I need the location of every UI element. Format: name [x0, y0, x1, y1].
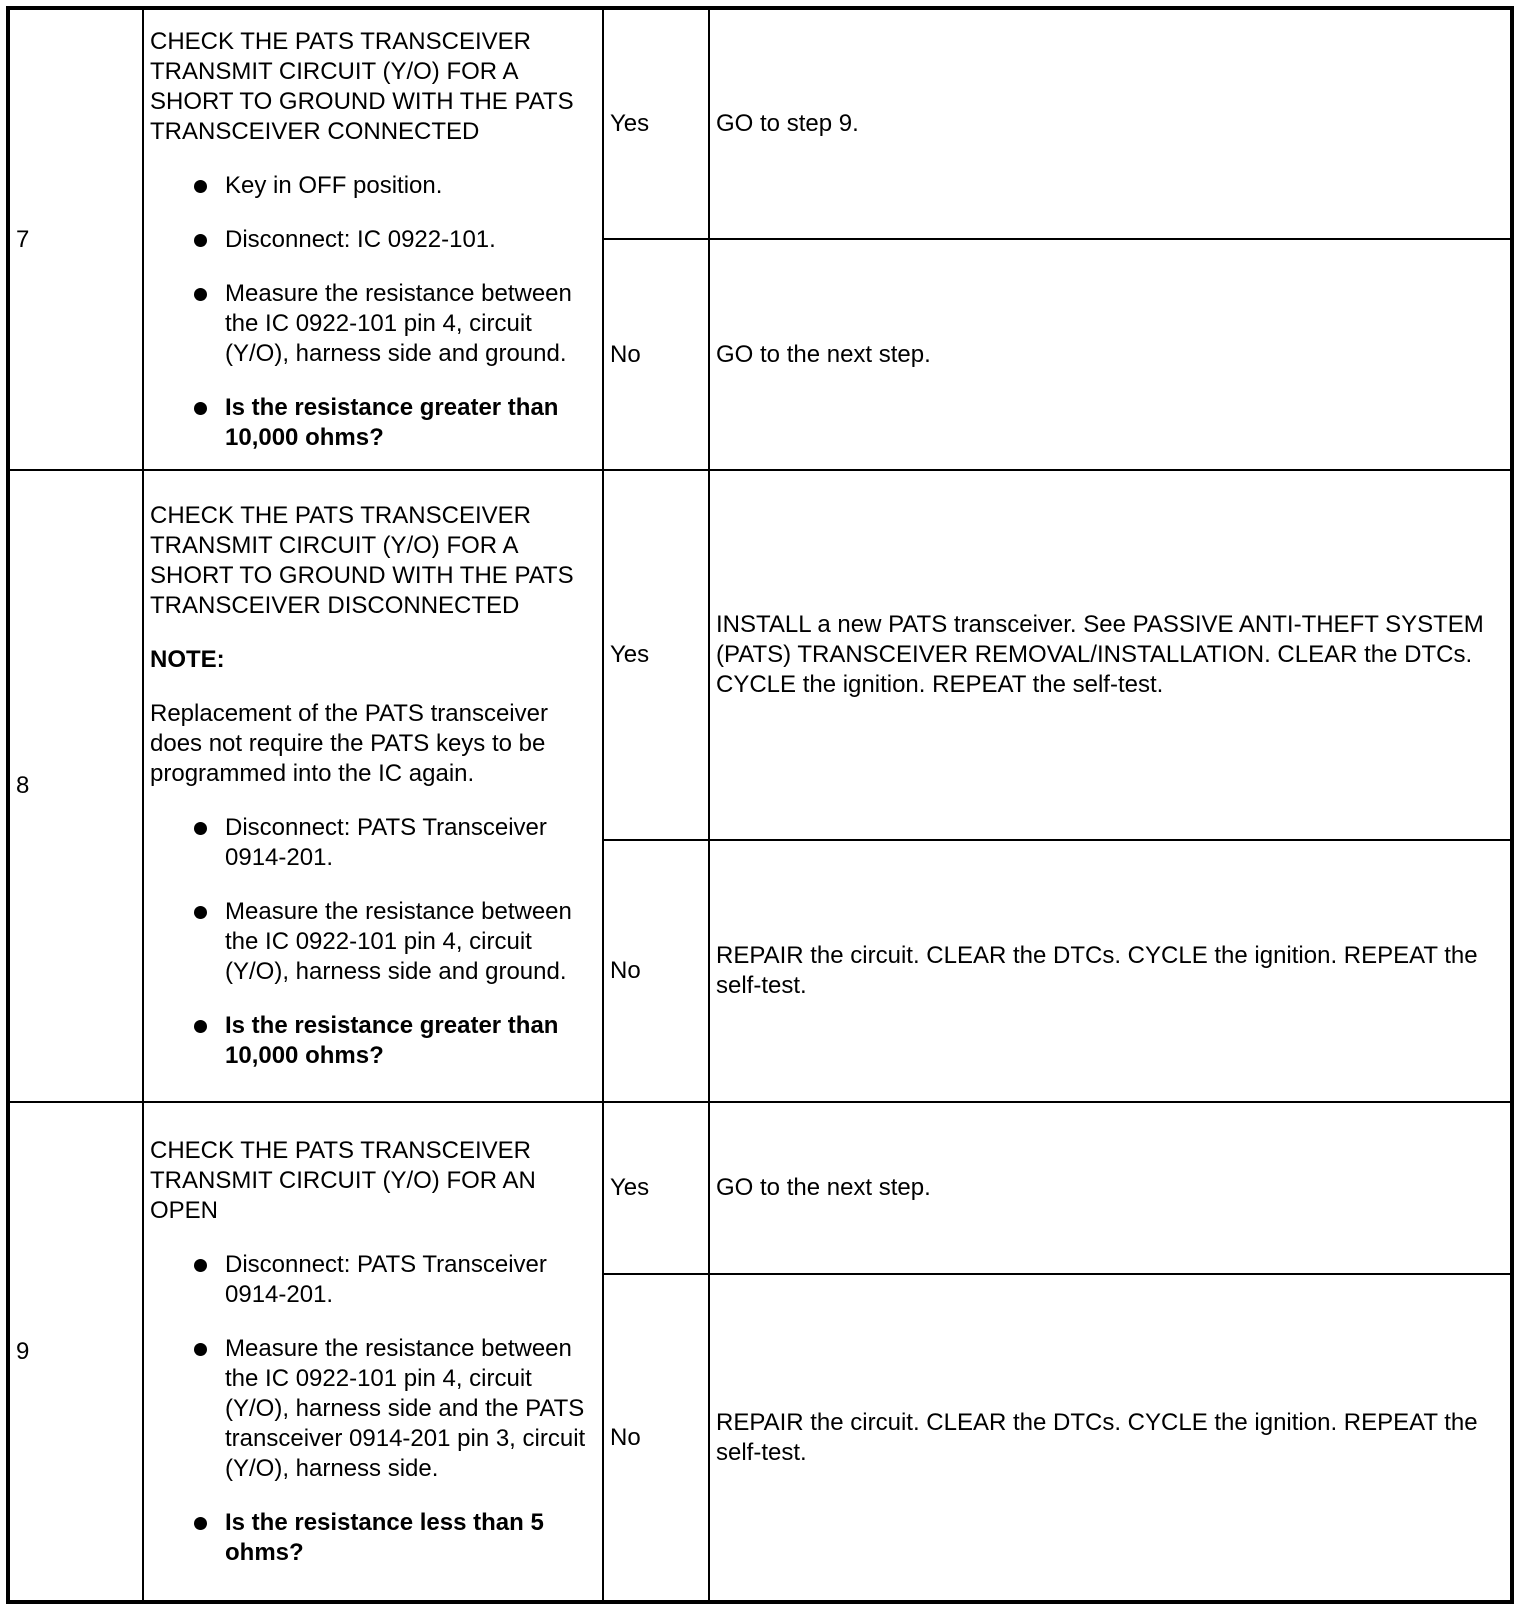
result-yes: INSTALL a new PATS transceiver. See PASSIVE ANTI-THEFT SYSTEM (PATS) TRANSCEIVER REMOVAL/INSTALLATION. CLEAR the DTCs. CYCLE the ignition. REPEAT the self-test.	[709, 470, 1512, 840]
list-item: Key in OFF position.	[150, 171, 596, 201]
result-yes: GO to the next step.	[709, 1102, 1512, 1274]
step-action	[143, 1102, 603, 1602]
step-bullet-list	[150, 813, 596, 1071]
step-7-yes-row	[8, 8, 1512, 239]
answer-yes: Yes	[603, 1102, 709, 1274]
answer-yes: Yes	[603, 470, 709, 840]
bullet-icon	[194, 234, 207, 247]
answer-yes: Yes	[603, 8, 709, 239]
answer-no: No	[603, 840, 709, 1102]
list-item: Measure the resistance between the IC 0922-101 pin 4, circuit (Y/O), harness side and the PATS transceiver 0914-201 pin 3, circuit (Y/O), harness side.	[150, 1334, 596, 1484]
step-number: 7	[8, 8, 143, 470]
step-question: Is the resistance greater than 10,000 ohms?	[150, 393, 596, 453]
bullet-icon	[194, 906, 207, 919]
list-item: Disconnect: PATS Transceiver 0914-201.	[150, 813, 596, 873]
step-heading: CHECK THE PATS TRANSCEIVER TRANSMIT CIRCUIT (Y/O) FOR AN OPEN	[150, 1136, 536, 1224]
step-heading: CHECK THE PATS TRANSCEIVER TRANSMIT CIRCUIT (Y/O) FOR A SHORT TO GROUND WITH THE PATS TRANSCEIVER CONNECTED	[150, 27, 574, 145]
step-question: Is the resistance less than 5 ohms?	[150, 1508, 596, 1568]
step-question: Is the resistance greater than 10,000 ohms?	[150, 1011, 596, 1071]
list-item: Disconnect: IC 0922-101.	[150, 225, 596, 255]
note-text: Replacement of the PATS transceiver does not require the PATS keys to be programmed into the IC again.	[150, 700, 548, 787]
bullet-icon	[194, 180, 207, 193]
step-number: 8	[8, 470, 143, 1102]
step-bullet-list	[150, 171, 596, 453]
step-action	[143, 8, 603, 470]
bullet-icon	[194, 822, 207, 835]
list-item: Measure the resistance between the IC 0922-101 pin 4, circuit (Y/O), harness side and ground.	[150, 279, 596, 369]
step-action	[143, 470, 603, 1102]
step-9-yes-row	[8, 1102, 1512, 1274]
bullet-icon	[194, 1259, 207, 1272]
result-no: REPAIR the circuit. CLEAR the DTCs. CYCLE the ignition. REPEAT the self-test.	[709, 1274, 1512, 1602]
bullet-icon	[194, 402, 207, 415]
list-item: Disconnect: PATS Transceiver 0914-201.	[150, 1250, 596, 1310]
answer-no: No	[603, 1274, 709, 1602]
bullet-icon	[194, 288, 207, 301]
result-no: GO to the next step.	[709, 239, 1512, 470]
list-item: Measure the resistance between the IC 0922-101 pin 4, circuit (Y/O), harness side and ground.	[150, 897, 596, 987]
result-no: REPAIR the circuit. CLEAR the DTCs. CYCLE the ignition. REPEAT the self-test.	[709, 840, 1512, 1102]
bullet-icon	[194, 1020, 207, 1033]
diagnostic-steps-table	[6, 6, 1514, 1604]
result-yes: GO to step 9.	[709, 8, 1512, 239]
note-label: NOTE:	[150, 646, 225, 673]
step-number: 9	[8, 1102, 143, 1602]
bullet-icon	[194, 1343, 207, 1356]
step-bullet-list	[150, 1250, 596, 1568]
bullet-icon	[194, 1517, 207, 1530]
step-heading: CHECK THE PATS TRANSCEIVER TRANSMIT CIRCUIT (Y/O) FOR A SHORT TO GROUND WITH THE PATS TRANSCEIVER DISCONNECTED	[150, 502, 574, 619]
step-8-yes-row	[8, 470, 1512, 840]
answer-no: No	[603, 239, 709, 470]
